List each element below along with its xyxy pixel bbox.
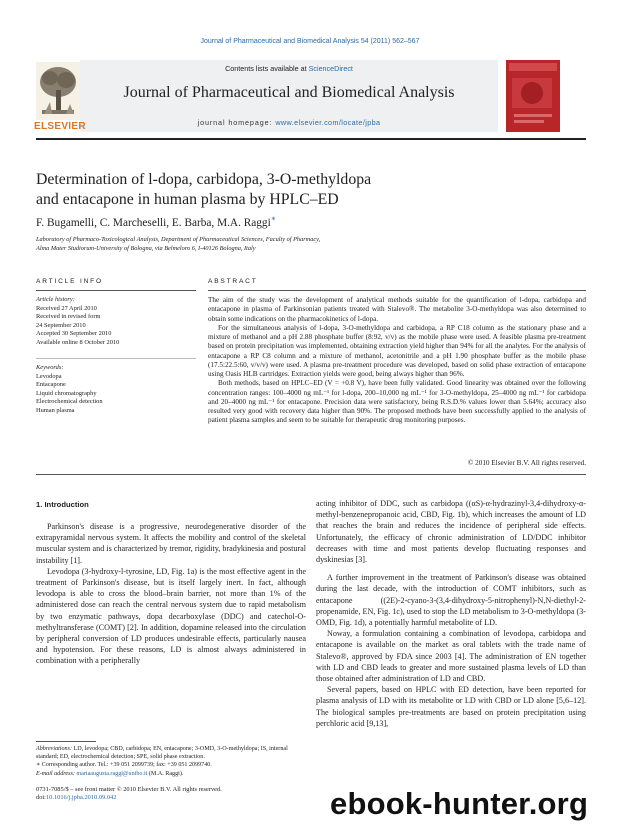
issn-line: 0731-7085/$ – see front matter © 2010 Elsevier B.V. All rights reserved. [36,786,222,793]
history-item: Received in revised form [36,313,101,321]
keyword-item: Liquid chromatography [36,389,97,397]
body-paragraph: acting inhibitor of DDC, such as carbidopa ((αS)-α-hydrazinyl-3,4-dihydroxy-α-methyl-benzenepropanoic acid, CBD, Fig. 1b), which increases the amount of LD that reaches the brain and reduces the incidence of peripheral side effects. Unfortunately, the efficacy of chronic administration of LD/DDC inhibitor decreases with time and most patients develop fluctuating responses and dyskinesias [3]. [316,499,586,565]
article-title-line-1: Determination of l-dopa, carbidopa, 3-O-methyldopa [36,171,372,188]
article-info-rule [36,290,196,291]
history-item: Received 27 April 2010 [36,304,97,312]
body-paragraph: Levodopa (3-hydroxy-l-tyrosine, LD, Fig. 1a) is the most effective agent in the treatment of Parkinson's disease, but is itself largely inert. In fact, although levodopa is able to cross the blood–brain barrier, not more than 1% of the administered dose can reach the central nervous system due to rapid metabolism by two enzymatic pathways, dopa decarboxylase (DDC) and catechol-O-methyltransferase (COMT) [2]. In addition, dopamine released into the circulation by peripheral conversion of LD produces undesirable effects, particularly nausea and hypotension. For these reasons, LD is almost always administered in combination with a peripherally [36,566,306,666]
affiliation [36,235,596,253]
doi-prefix: doi: [36,794,46,802]
body-paragraph: Noway, a formulation containing a combination of levodopa, carbidopa and entacapone is available on the market as oral tablets with the trade name of Stalevo®, approved by FDA since 2003 [4]. The administration of EN together with LD and CBD leads to greater and more sustained plasma levels of LD than those obtained after administration of LD and CBD. [316,629,586,684]
abstract-paragraph: The aim of the study was the development of analytical methods suitable for the quantification of l-dopa, carbidopa and entacapone in plasma of Parkinsonian patients treated with Stalevo®. The metabolite 3-O-methyldopa was also determined to obtain some indications on the pharmacokinetics of l-dopa. [208,296,586,323]
journal-homepage-line [80,118,498,127]
email-suffix: (M.A. Raggi). [147,770,184,777]
email-label: E-mail address: [36,770,75,777]
keyword-item: Levodopa [36,372,62,380]
abstract-copyright: © 2010 Elsevier B.V. All rights reserved. [467,459,586,467]
affiliation-line-2: Alma Mater Studiorum-University of Bologna, via Belmeloro 6, I-40126 Bologna, Italy [36,245,256,252]
email-footnote [36,770,306,778]
abbreviations-label: Abbreviations: [36,746,72,752]
issn-doi-block [36,786,306,803]
introduction-heading: 1. Introduction [36,500,89,509]
contents-prefix: Contents lists available at [225,64,309,73]
body-column-right [316,498,586,729]
abstract-body [208,296,586,426]
journal-cover-thumbnail[interactable] [506,60,560,132]
body-paragraph: A further improvement in the treatment of Parkinson's disease was obtained during the last decade, with the introduction of COMT inhibitors, such as entacapone ((2E)-2-cyano-3-(3,4-dihydroxy-5-nitrophenyl)-N,N-diethyl-2-propenamide, EN, Fig. 1c), used to stop the LD metabolism to 3-O-methyldopa (3-OMD, Fig. 1d), a potentially harmful metabolite of LD. [316,573,586,628]
affiliation-line-1: Laboratory of Pharmaco-Toxicological Analysis, Department of Pharmaceutical Sciences, Faculty of Pharmacy, [36,236,321,243]
body-column-left [36,521,306,667]
homepage-link[interactable]: www.elsevier.com/locate/jpba [275,118,381,127]
keyword-item: Electrochemical detection [36,398,103,406]
abstract-paragraph: For the simultaneous analysis of l-dopa, 3-O-methyldopa and carbidopa, a RP C18 column as the stationary phase and a mixture of methanol and a pH 2.88 phosphate buffer (8:92, v/v) as the mobile phase were used. A feasible plasma pre-treatment based on protein precipitation was implemented, obtaining extraction yield higher than 94% for all the analytes. For the analysis of entacapone a RP C8 column and a mixture of methanol, acetonitrile and a pH 1.90 phosphate buffer as the mobile phase (17.5:22.5:60, v/v/v) were used. A plasma pre-treatment procedure was developed, based on solid phase extraction of entacapone using Oasis HLB cartridges. Extraction yields were good, being always higher than 96%. [208,323,586,378]
corresponding-author-footnote: ∗ Corresponding author. Tel.: +39 051 2099739; fax: +39 051 2099740. [36,762,212,769]
article-info-divider [36,358,196,359]
article-history [36,296,196,348]
history-item: Available online 8 October 2010 [36,338,120,346]
journal-reference[interactable]: Journal of Pharmaceutical and Biomedical Analysis 54 (2011) 562–567 [200,38,420,45]
sciencedirect-link[interactable]: ScienceDirect [308,64,353,73]
body-paragraph: Several papers, based on HPLC with ED detection, have been reported for plasma analysis of LD with its metabolite or LD with CBD or LD alone [5,6–12]. The biological samples pre-treatments are based on protein precipitation using perchloric acid [9,13], [316,685,586,728]
abstract-heading: ABSTRACT [208,278,258,285]
header-rule [36,138,586,140]
author-list [36,214,596,229]
elsevier-tree-logo [36,62,80,128]
email-link[interactable]: mariaaugusta.raggi@unibo.it [76,770,148,777]
abbreviations-text: LD, levodopa; CBD, carbidopa; EN, entacapone; 3-OMD, 3-O-methyldopa; IS, internal standard; ED, electrochemical detection; SPE, solid phase extraction. [36,746,288,761]
homepage-prefix: journal homepage: [197,118,276,127]
abstract-paragraph: Both methods, based on HPLC–ED (V = +0.8 V), have been fully validated. Good linearity was obtained over the following concentration ranges: 100–4000 ng mL⁻¹ for l-dopa, 200–10,000 ng mL⁻¹ for 3-O-methyldopa, 25–4000 ng mL⁻¹ for carbidopa and 20–4000 ng mL⁻¹ for entacapone. Precision data were satisfactory, being R.S.D.% values lower than 5.64%; accuracy also resulted very good with recovery data higher than 90%. The proposed methods have been successfully applied to the analysis of patient plasma samples and seem to be suitable for therapeutic drug monitoring purposes. [208,379,586,425]
abstract-rule [208,290,586,291]
article-title-line-2: and entacapone in human plasma by HPLC–ED [36,191,339,208]
body-paragraph: Parkinson's disease is a progressive, neurodegenerative disorder of the extrapyramidal nervous system. It affects the mobility and control of the skeletal muscular system and is characterized by tremor, rigidity, bradykinesia and postural instability [1]. [36,522,306,565]
article-title [36,170,596,210]
abstract-bottom-rule [36,474,586,475]
footnote-rule [36,741,96,742]
watermark-text: ebook-hunter.org [330,786,589,821]
abbreviations-footnote [36,745,306,761]
author-names: F. Bugamelli, C. Marcheselli, E. Barba, M.A. Raggi [36,216,271,229]
journal-title: Journal of Pharmaceutical and Biomedical Analysis [123,84,455,101]
footnotes [36,745,306,778]
keyword-item: Entacapone [36,381,66,389]
doi-link[interactable]: 10.1016/j.jpba.2010.09.042 [45,794,117,802]
history-item: Accepted 30 September 2010 [36,330,112,338]
keywords-label: Keywords: [36,364,64,371]
history-item: 24 September 2010 [36,321,86,329]
keywords [36,364,196,416]
keyword-item: Human plasma [36,406,75,414]
history-label: Article history: [36,296,75,303]
article-info-heading: ARTICLE INFO [36,278,103,285]
doi-line [36,794,306,802]
corresponding-author-mark[interactable]: ∗ [270,214,277,223]
contents-available-line [80,64,498,73]
elsevier-wordmark: ELSEVIER [34,121,86,132]
